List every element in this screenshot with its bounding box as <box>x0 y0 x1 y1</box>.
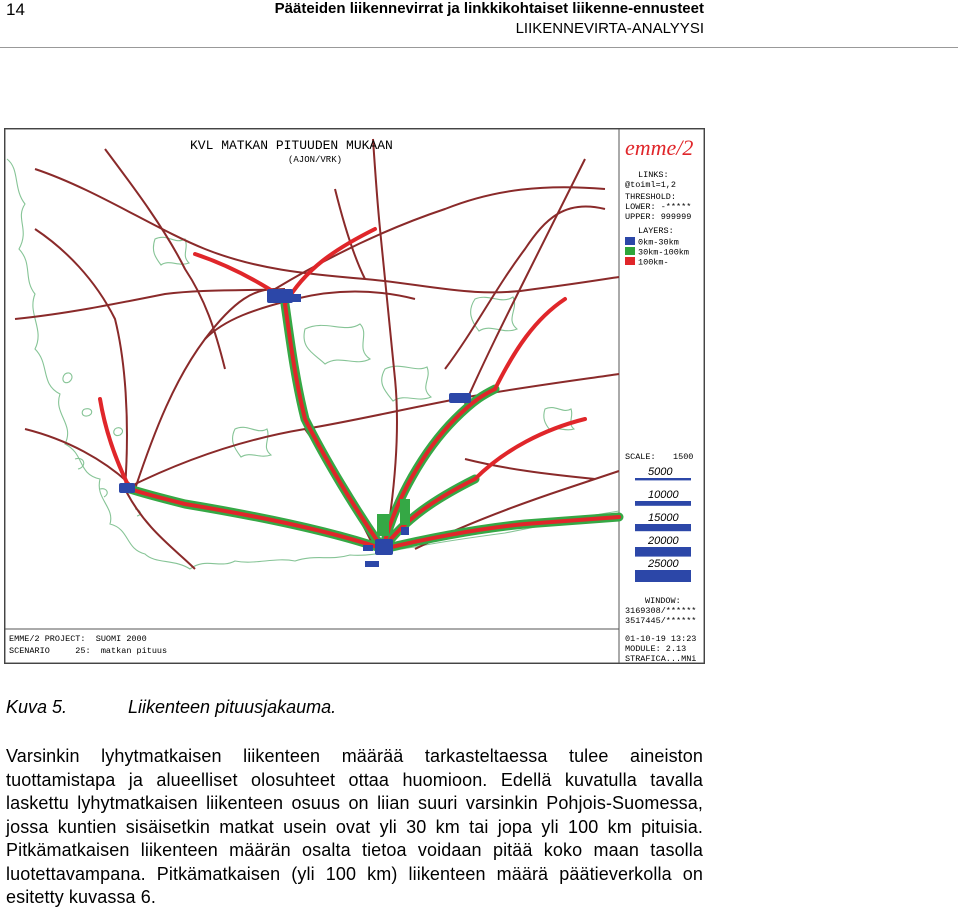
figure-caption-text: Liikenteen pituusjakauma. <box>128 697 337 717</box>
header-rule <box>0 47 958 48</box>
traffic-map <box>5 129 704 663</box>
scale-bar-label: 25000 <box>648 558 679 570</box>
scale-bar <box>635 501 691 506</box>
links-value: @toiml=1,2 <box>625 180 677 190</box>
layer-swatch <box>625 247 635 255</box>
scale-label: SCALE: <box>625 452 656 462</box>
scenario-line: SCENARIO 25: matkan pituus <box>9 646 168 656</box>
window-label: WINDOW: <box>645 596 681 606</box>
header-subtitle: LIIKENNEVIRTA-ANALYYSI <box>515 20 704 37</box>
layer-label: 30km-100km <box>638 247 690 258</box>
emme-logo: emme/2 <box>625 135 694 160</box>
body-paragraph <box>6 745 703 910</box>
threshold-lower: LOWER: -***** <box>625 202 692 212</box>
scale-bar-label: 5000 <box>648 466 673 478</box>
window-y: 3517445/****** <box>625 616 697 626</box>
scale-bar <box>635 547 691 557</box>
traffic-map-figure <box>4 128 705 664</box>
page-number: 14 <box>6 0 25 19</box>
layers-label: LAYERS: <box>638 226 674 236</box>
threshold-label: THRESHOLD: <box>625 192 677 202</box>
body-text: Varsinkin lyhytmatkaisen liikenteen määrää tarkasteltaessa tulee aineiston tuottamistapa ja alueelliset olosuhteet ottaa huomioon. Edellä kuvatulla tavalla laskettu lyhytmatkaisen liikenteen osuus on liian suuri varsinkin Pohjois-Suomessa, jossa kuntien sisäisetkin matkat usein ovat yli 30 km tai jopa yli 100 km pituisia. Pitkämatkaisen liikenteen määrän osalta tietoa voidaan pitää koko maan tasolla luotettavampana. Pitkämatkaisen (yli 100 km) liikenteen määrä päätieverkolla on esitetty kuvassa 6. <box>6 746 703 907</box>
layer-label: 0km-30km <box>638 237 679 248</box>
map-subtitle: (AJON/VRK) <box>288 155 343 165</box>
layer-swatch <box>625 257 635 265</box>
scale-bar <box>635 524 691 531</box>
layer-label: 100km- <box>638 257 669 268</box>
scale-bar <box>635 570 691 582</box>
map-title: KVL MATKAN PITUUDEN MUKAAN <box>190 138 393 153</box>
layer-swatch <box>625 237 635 245</box>
scale-bar-label: 20000 <box>648 535 679 547</box>
module-line: MODULE: 2.13 <box>625 644 687 654</box>
figure-caption-number: Kuva 5. <box>6 697 68 717</box>
scale-value: 1500 <box>673 452 694 462</box>
scale-bar-label: 10000 <box>648 489 679 501</box>
project-line: EMME/2 PROJECT: SUOMI 2000 <box>9 634 147 644</box>
threshold-upper: UPPER: 999999 <box>625 212 692 222</box>
date-line: 01-10-19 13:23 <box>625 634 697 644</box>
window-x: 3169308/****** <box>625 606 697 616</box>
header-title: Pääteiden liikennevirrat ja linkkikohtaiset liikenne-ennusteet <box>274 0 704 17</box>
links-label: LINKS: <box>638 170 669 180</box>
scale-bar-label: 15000 <box>648 512 679 524</box>
author-line: STRAFICA...MNi <box>625 654 697 663</box>
scale-bar <box>635 478 691 480</box>
map-panel <box>5 129 619 629</box>
